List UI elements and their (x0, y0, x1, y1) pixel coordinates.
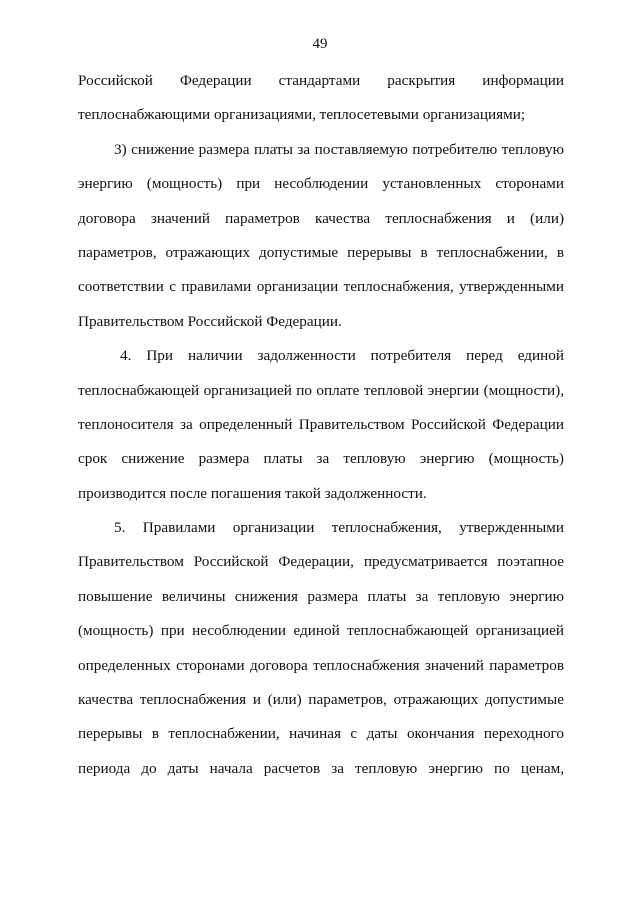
text-line: повышение величины снижения размера платы за тепловую энергию (78, 587, 564, 605)
text-line: теплоснабжающими организациями, теплосетевыми организациями; (78, 106, 526, 124)
text-line: Российской Федерации стандартами раскрытия информации (78, 72, 564, 89)
text-line: 5. Правилами организации теплоснабжения, утвержденными (114, 519, 564, 537)
text-line: договора значений параметров качества теплоснабжения и (или) (78, 209, 564, 227)
document-body (78, 64, 564, 786)
text-line: теплоносителя за определенный Правительством Российской Федерации (78, 415, 564, 433)
text-line: энергию (мощность) при несоблюдении установленных сторонами (78, 175, 564, 193)
text-line: (мощность) при несоблюдении единой теплоснабжающей организацией (78, 622, 564, 640)
text-line: срок снижение размера платы за тепловую энергию (мощность) (78, 450, 564, 468)
text-line: теплоснабжающей организацией по оплате тепловой энергии (мощности), (78, 381, 564, 399)
page-number: 49 (312, 36, 328, 52)
text-line: производится после погашения такой задолженности. (78, 484, 427, 502)
paragraph-item-3 (78, 133, 564, 339)
text-line: качества теплоснабжения и (или) параметров, отражающих допустимые (78, 691, 564, 709)
paragraph-clause-4 (78, 339, 564, 511)
paragraph-continuation (78, 64, 564, 133)
text-line: Правительством Российской Федерации, предусматривается поэтапное (78, 553, 564, 571)
text-line: соответствии с правилами организации теплоснабжения, утвержденными (78, 278, 564, 296)
text-line: Правительством Российской Федерации. (78, 312, 342, 330)
paragraph-clause-5 (78, 511, 564, 786)
text-line: 4. При наличии задолженности потребителя перед единой (120, 347, 564, 365)
text-line: 3) снижение размера платы за поставляемую потребителю тепловую (114, 140, 564, 158)
text-line: периода до даты начала расчетов за тепловую энергию по ценам, (78, 759, 564, 777)
text-line: параметров, отражающих допустимые перерывы в теплоснабжении, в (78, 243, 564, 261)
text-line: перерывы в теплоснабжении, начиная с даты окончания переходного (78, 725, 564, 743)
text-line: определенных сторонами договора теплоснабжения значений параметров (78, 656, 564, 674)
